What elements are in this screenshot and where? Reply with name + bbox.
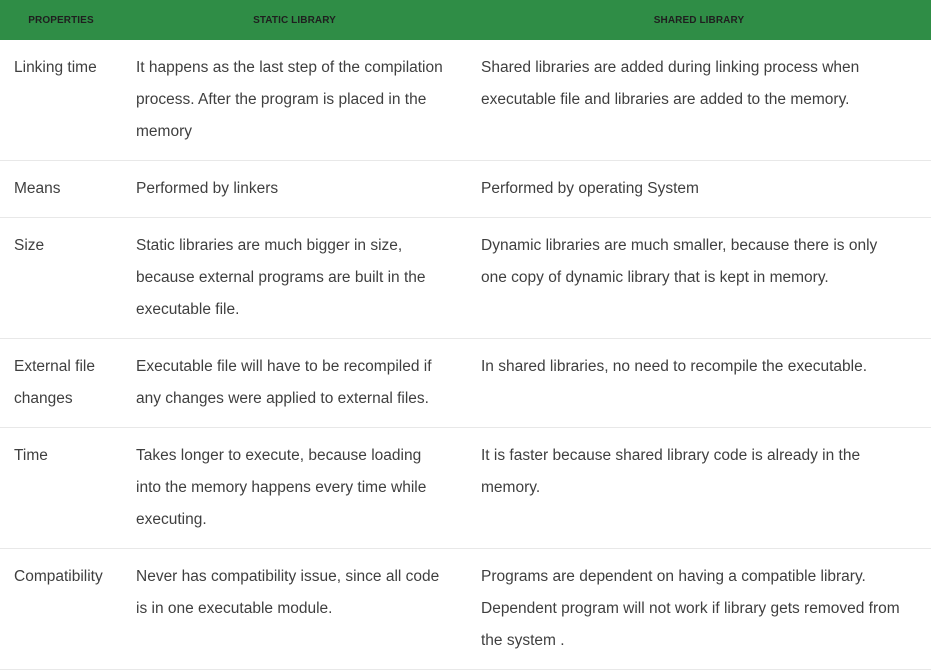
static-library-cell: Takes longer to execute, because loading into the memory happens every time while executing. [122, 428, 467, 549]
static-library-cell: It happens as the last step of the compilation process. After the program is placed in the memory [122, 40, 467, 161]
table-row [0, 218, 931, 339]
table-header-row [0, 0, 931, 40]
header-properties: PROPERTIES [0, 0, 122, 40]
shared-library-cell: Programs are dependent on having a compatible library. Dependent program will not work if library gets removed from the system . [467, 549, 931, 670]
table-row [0, 339, 931, 428]
static-library-cell: Performed by linkers [122, 161, 467, 218]
table-row [0, 428, 931, 549]
property-cell: Time [0, 428, 122, 549]
property-cell: Means [0, 161, 122, 218]
property-cell: Compatibility [0, 549, 122, 670]
table-row [0, 161, 931, 218]
shared-library-cell: In shared libraries, no need to recompile the executable. [467, 339, 931, 428]
shared-library-cell: It is faster because shared library code is already in the memory. [467, 428, 931, 549]
property-cell: Size [0, 218, 122, 339]
table-row [0, 40, 931, 161]
static-library-cell: Never has compatibility issue, since all code is in one executable module. [122, 549, 467, 670]
static-library-cell: Static libraries are much bigger in size, because external programs are built in the executable file. [122, 218, 467, 339]
shared-library-cell: Shared libraries are added during linking process when executable file and libraries are added to the memory. [467, 40, 931, 161]
table-row [0, 549, 931, 670]
header-static-library: STATIC LIBRARY [122, 0, 467, 40]
shared-library-cell: Dynamic libraries are much smaller, because there is only one copy of dynamic library that is kept in memory. [467, 218, 931, 339]
property-cell: Linking time [0, 40, 122, 161]
header-shared-library: SHARED LIBRARY [467, 0, 931, 40]
static-library-cell: Executable file will have to be recompiled if any changes were applied to external files. [122, 339, 467, 428]
shared-library-cell: Performed by operating System [467, 161, 931, 218]
property-cell: External file changes [0, 339, 122, 428]
